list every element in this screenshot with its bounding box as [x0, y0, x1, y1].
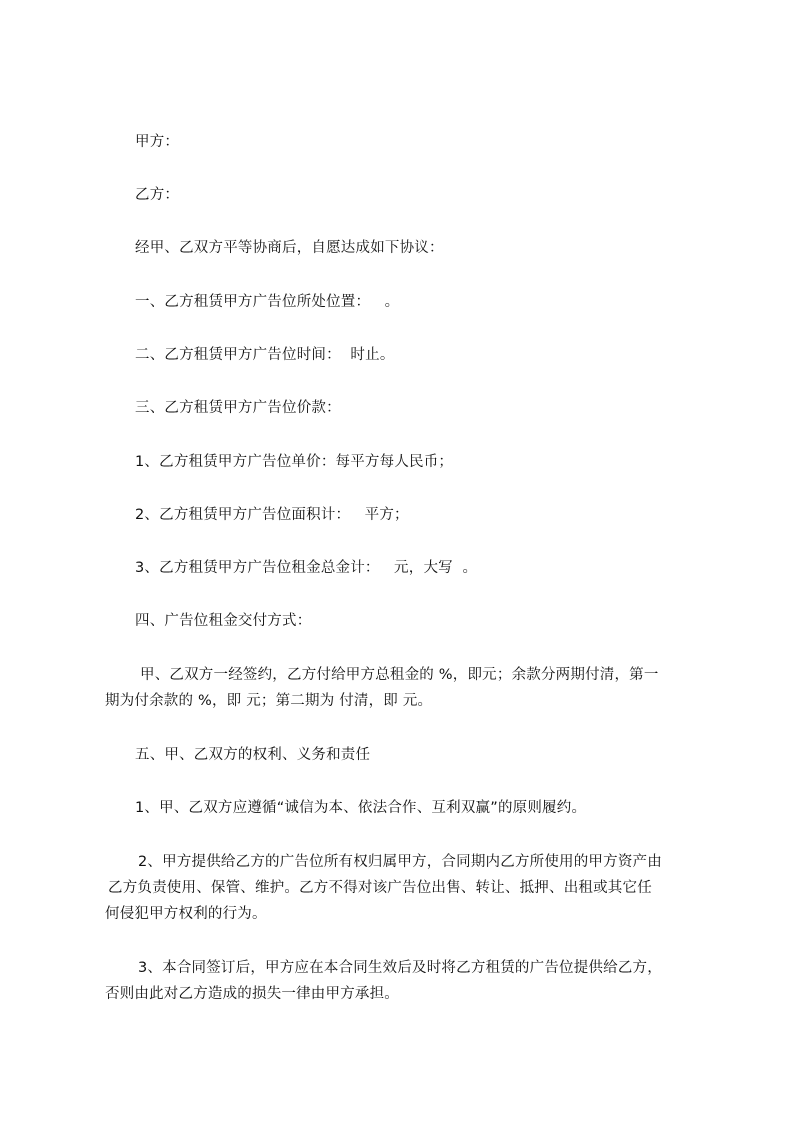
clause-2: 二、乙方租赁甲方广告位时间： 时止。	[135, 347, 395, 363]
clause-4-text-line-1: 甲、乙双方一经签约，乙方付给甲方总租金的 %，即元；余款分两期付清，第一	[140, 667, 659, 683]
clause-5-item-2-line-2: 乙方负责使用、保管、维护。乙方不得对该广告位出售、转让、抵押、出租或其它任	[108, 880, 652, 896]
clause-1: 一、乙方租赁甲方广告位所处位置： 。	[135, 294, 400, 310]
clause-4-text-line-2: 期为付余款的 %，即 元；第二期为 付清，即 元。	[105, 693, 433, 709]
clause-5-item-2-line-1: 2、甲方提供给乙方的广告位所有权归属甲方，合同期内乙方所使用的甲方资产由	[138, 854, 662, 870]
party-b-label: 乙方：	[135, 187, 180, 203]
agreement-intro: 经甲、乙双方平等协商后，自愿达成如下协议：	[135, 240, 444, 256]
clause-3-item-3: 3、乙方租赁甲方广告位租金总金计： 元，大写 。	[135, 560, 478, 576]
clause-5-item-3-line-2: 否则由此对乙方造成的损失一律由甲方承担。	[105, 986, 399, 1002]
clause-5-item-2-line-3: 何侵犯甲方权利的行为。	[105, 906, 267, 922]
clause-5-item-3-line-1: 3、本合同签订后，甲方应在本合同生效后及时将乙方租赁的广告位提供给乙方，	[138, 960, 662, 976]
clause-3-heading: 三、乙方租赁甲方广告位价款：	[135, 400, 341, 416]
clause-5-item-1: 1、甲、乙双方应遵循“诚信为本、依法合作、互利双赢”的原则履约。	[135, 800, 587, 816]
clause-5-heading: 五、甲、乙双方的权利、义务和责任	[135, 747, 371, 763]
clause-4-heading: 四、广告位租金交付方式：	[135, 613, 312, 629]
party-a-label: 甲方：	[135, 134, 180, 150]
clause-3-item-2: 2、乙方租赁甲方广告位面积计： 平方；	[135, 507, 409, 523]
clause-3-item-1: 1、乙方租赁甲方广告位单价：每平方每人民币；	[135, 454, 454, 470]
